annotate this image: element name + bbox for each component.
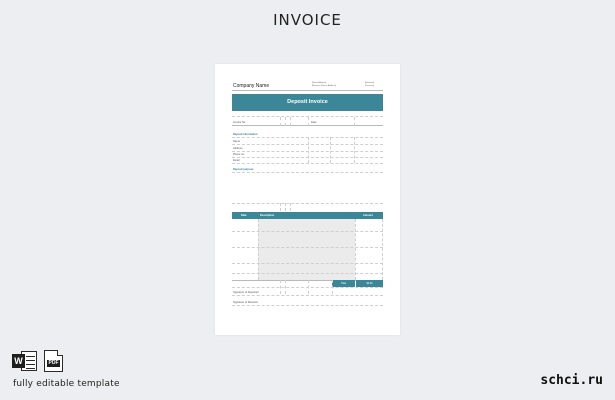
format-icons — [12, 350, 72, 374]
invoice-no-label: Invoice No. — [233, 121, 246, 124]
grid-line — [355, 219, 356, 280]
grid-line — [280, 117, 281, 126]
editable-template-caption: fully editable template — [13, 379, 120, 389]
grid-line — [290, 117, 291, 126]
word-icon[interactable] — [12, 350, 38, 372]
total-label: Total — [332, 280, 355, 287]
rule — [232, 295, 383, 296]
grid-line — [354, 137, 355, 163]
deposit-invoice-banner: Deposit Invoice — [232, 94, 383, 111]
date-label: Date — [311, 121, 317, 124]
grid-line — [308, 280, 309, 294]
column-date: Date — [241, 214, 247, 217]
signature-receiver-label: Signature of Receiver — [233, 301, 258, 304]
header-address-line-1: [Street Address] — [312, 82, 327, 84]
grid-line — [285, 117, 286, 126]
invoice-template-preview[interactable] — [215, 64, 400, 335]
grid-line — [285, 203, 286, 211]
header-contact-line-1: [Business] — [365, 82, 375, 84]
grid-line — [332, 280, 333, 294]
grid-line — [308, 117, 309, 126]
total-value: $0.00 — [356, 280, 383, 287]
rule — [232, 163, 383, 164]
deposit-phone-label: Phone no. — [233, 153, 245, 156]
rule — [232, 305, 383, 306]
table-row — [232, 247, 383, 248]
header-rule — [232, 90, 383, 91]
grid-line — [285, 280, 286, 294]
table-row — [232, 263, 383, 264]
rule — [232, 172, 383, 173]
company-name: Company Name — [233, 83, 270, 89]
grid-line — [308, 137, 309, 163]
page-title: INVOICE — [273, 11, 342, 29]
grid-line — [382, 219, 383, 280]
grid-line — [290, 203, 291, 211]
grid-line — [330, 137, 331, 163]
signature-depositor-label: Signature of Depositor — [233, 291, 259, 294]
deposit-address-label: Address — [233, 147, 243, 150]
grid-line — [280, 203, 281, 211]
deposit-name-label: Name — [233, 140, 240, 143]
deposit-purpose-heading: Deposit purpose — [233, 168, 254, 171]
table-header — [232, 212, 383, 219]
brand-logo-text[interactable]: schci.ru — [540, 373, 603, 388]
pdf-fold-shape — [57, 350, 63, 356]
header-contact-line-2: [Contacts] — [365, 85, 375, 87]
deposit-email-label: Email — [233, 159, 240, 162]
column-description: Description — [260, 214, 275, 217]
description-column-shading — [258, 219, 355, 280]
grid-line — [280, 280, 281, 294]
header-address-line-2: [Business Phone, Address] — [312, 85, 336, 87]
table-row — [232, 231, 383, 232]
rule — [232, 203, 383, 204]
grid-line — [258, 219, 259, 280]
pdf-badge: PDF — [48, 360, 59, 366]
pdf-icon[interactable] — [44, 350, 63, 372]
deposit-information-heading: Deposit information — [233, 133, 258, 136]
invoice-document — [232, 81, 383, 313]
table-row — [232, 273, 383, 274]
grid-line — [354, 117, 355, 126]
column-amount: Amount — [363, 214, 373, 217]
word-badge: W — [12, 354, 25, 368]
